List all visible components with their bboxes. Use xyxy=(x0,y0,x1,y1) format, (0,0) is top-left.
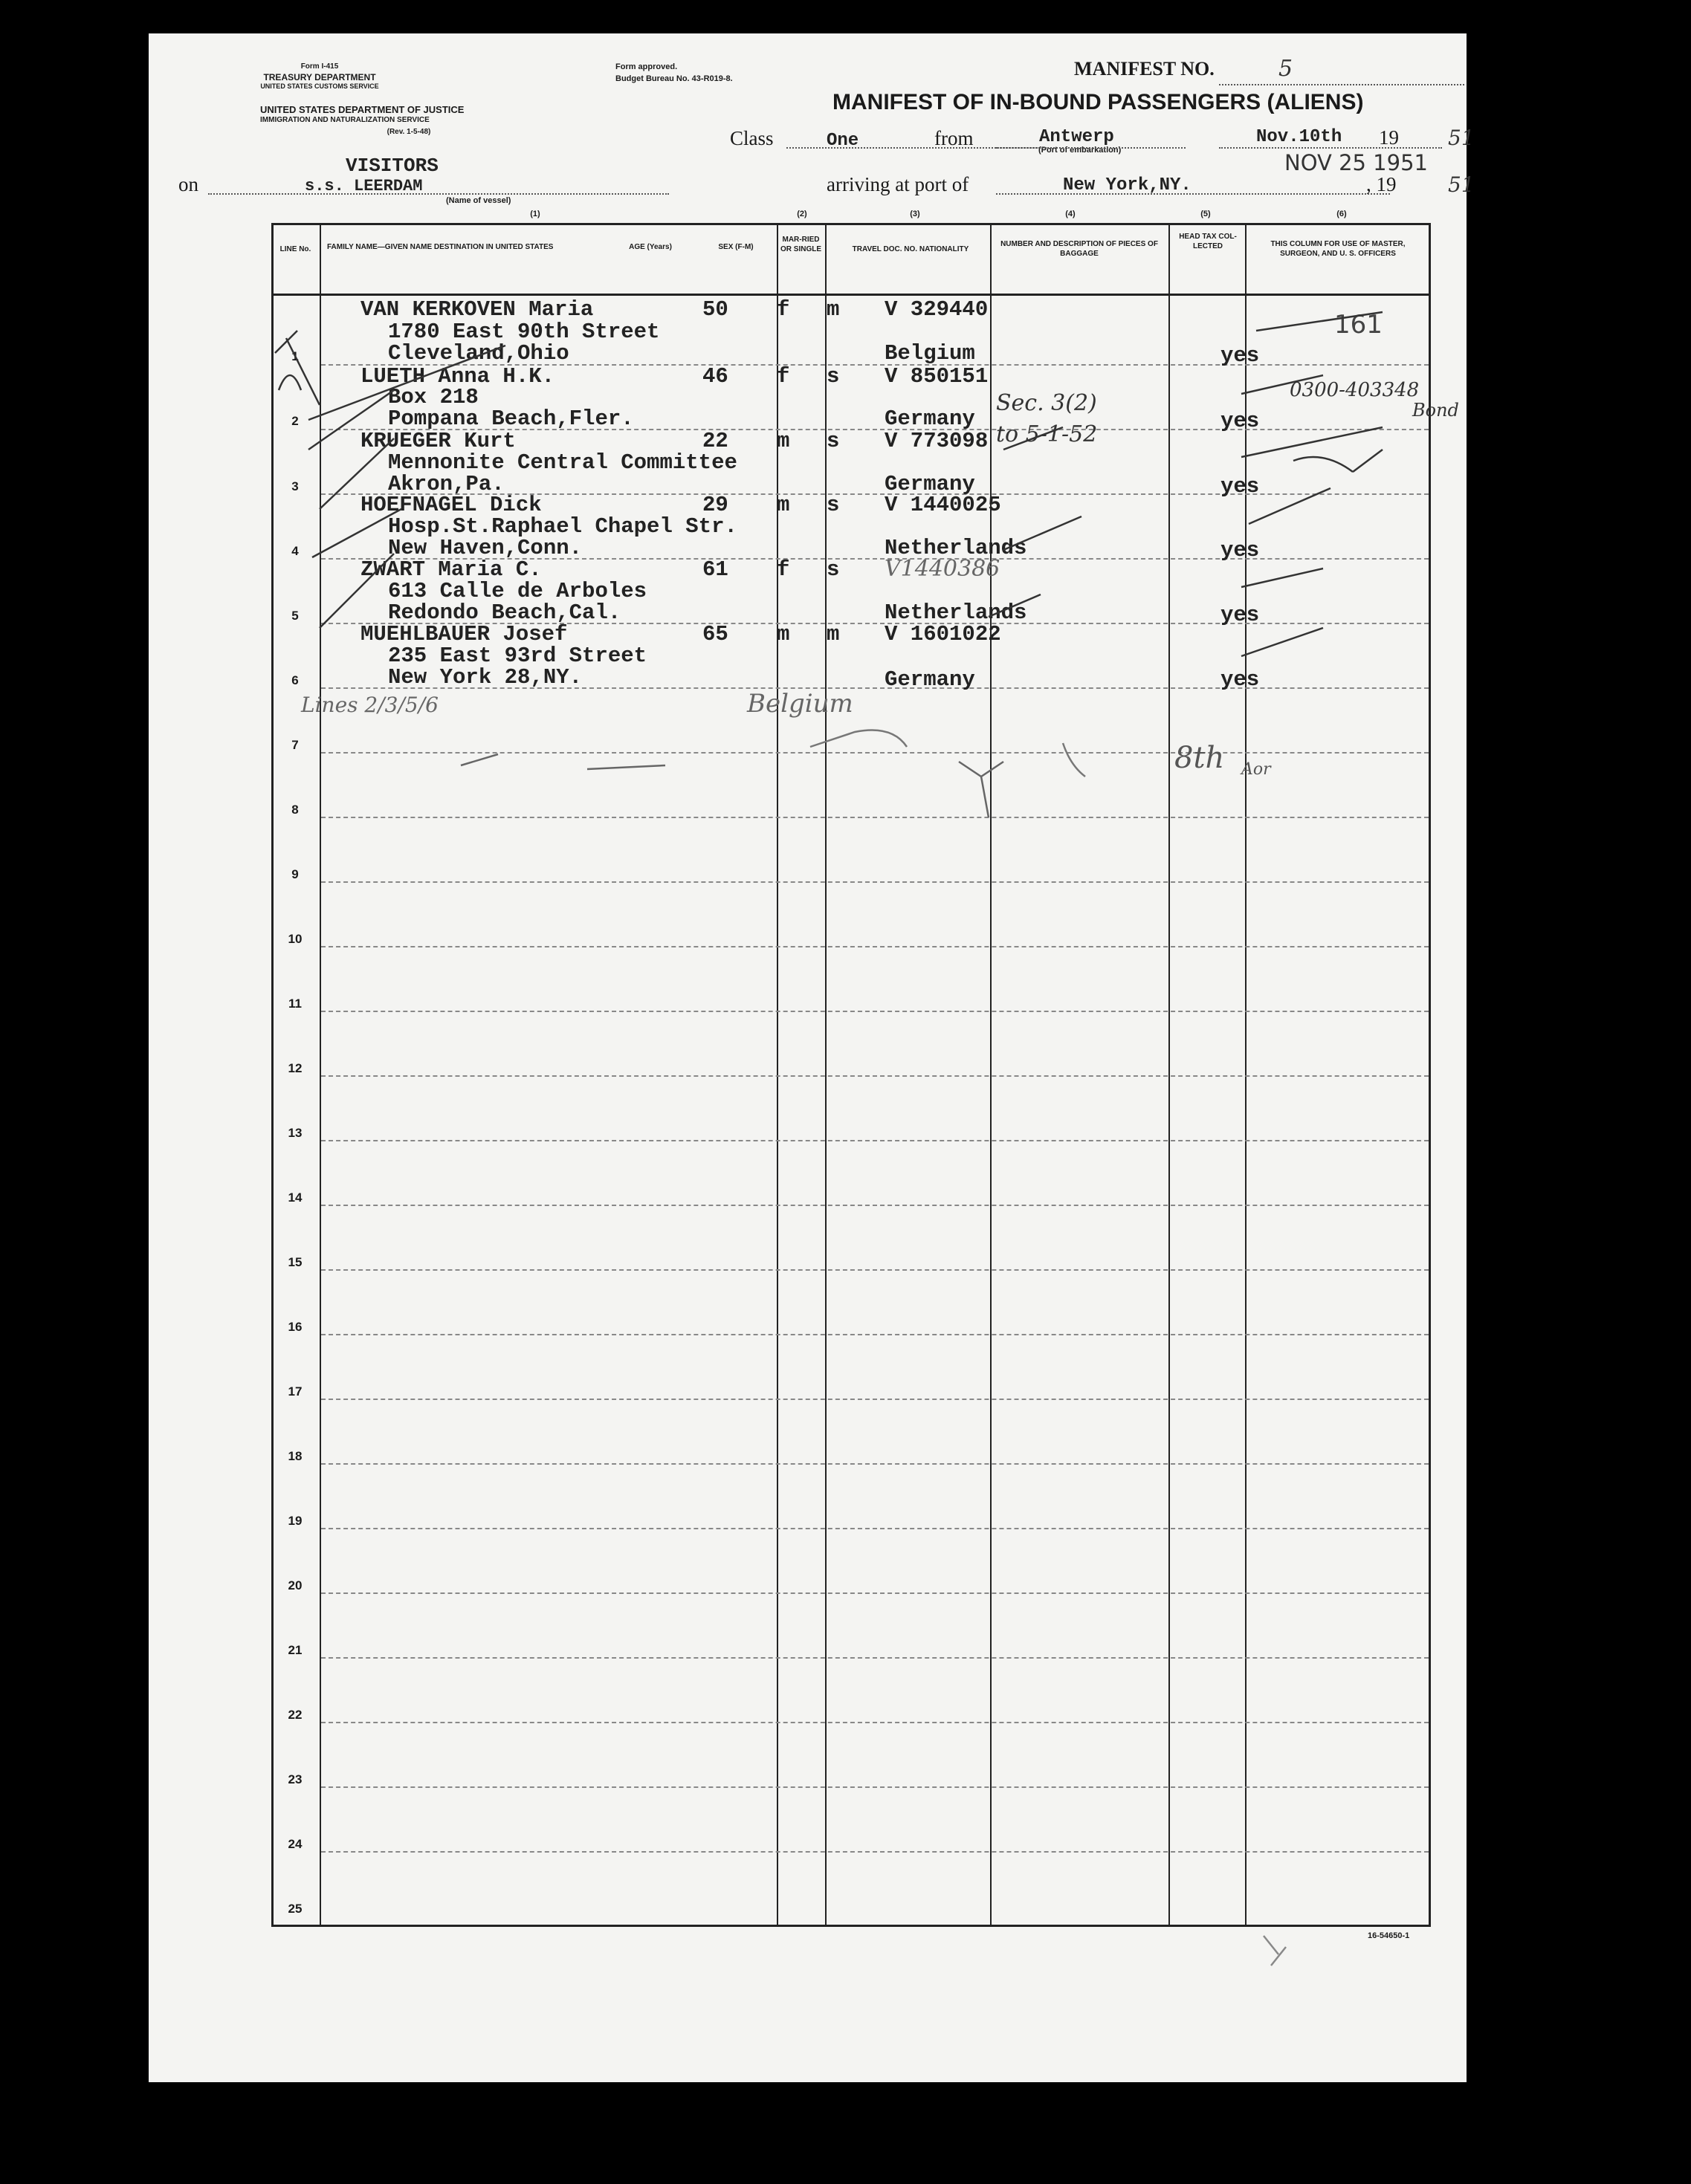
line-number: 8 xyxy=(291,803,299,817)
departure-date: Nov.10th xyxy=(1256,127,1342,147)
passenger-address: 613 Calle de Arboles xyxy=(388,579,647,603)
head-tax: yes xyxy=(1220,603,1260,627)
line-number: 9 xyxy=(291,867,299,881)
passenger-destination: Cleveland,Ohio xyxy=(388,341,569,366)
row-separator xyxy=(321,1592,1429,1594)
header-married: MAR-RIED OR SINGLE xyxy=(780,236,822,253)
travel-doc-no: V 850151 xyxy=(885,364,989,389)
line-number: 14 xyxy=(288,1190,303,1205)
line-number: 20 xyxy=(288,1578,303,1592)
header-baggage: NUMBER AND DESCRIPTION OF PIECES OF BAGGAGE xyxy=(1000,240,1158,258)
line-number: 7 xyxy=(291,738,299,752)
col-number: (5) xyxy=(1200,210,1211,218)
handwritten-marks xyxy=(149,33,1467,2082)
passenger-destination: Akron,Pa. xyxy=(388,472,505,496)
header-name: FAMILY NAME—GIVEN NAME DESTINATION IN UNITED STATES xyxy=(327,243,554,251)
row-separator xyxy=(321,1334,1429,1335)
passenger-sex: f xyxy=(777,297,790,322)
ins-service: IMMIGRATION AND NATURALIZATION SERVICE xyxy=(260,116,430,124)
form-revision: (Rev. 1-5-48) xyxy=(387,128,431,136)
passenger-destination: New Haven,Conn. xyxy=(388,536,583,560)
travel-doc-no: V1440386 xyxy=(885,556,1000,582)
line-number: 19 xyxy=(288,1514,303,1528)
header-officers: THIS COLUMN FOR USE OF MASTER, SURGEON, AND U. S. OFFICERS xyxy=(1270,240,1406,258)
class-label: Class xyxy=(730,127,774,149)
nationality: Germany xyxy=(885,667,975,692)
approval-note: Form approved. xyxy=(615,62,678,71)
line8-note: 8th xyxy=(1174,741,1225,775)
passenger-marital: s xyxy=(827,429,840,453)
row-separator xyxy=(321,1851,1429,1853)
arr-year-prefix: , 19 xyxy=(1366,173,1397,195)
line-number: 10 xyxy=(288,932,303,946)
passenger-name: VAN KERKOVEN Maria xyxy=(360,297,594,322)
row-separator xyxy=(321,1463,1429,1465)
line-number: 21 xyxy=(288,1643,303,1657)
head-tax: yes xyxy=(1220,409,1260,433)
line7-note: Lines 2/3/5/6 xyxy=(301,693,439,717)
travel-doc-no: V 329440 xyxy=(885,297,989,322)
passenger-marital: s xyxy=(827,557,840,582)
nationality: Netherlands xyxy=(885,536,1027,560)
port-note: (Port of embarkation) xyxy=(1038,146,1122,155)
col-number: (2) xyxy=(797,210,807,218)
passenger-sex: m xyxy=(777,429,790,453)
vessel-note: (Name of vessel) xyxy=(446,196,511,205)
line-number: 5 xyxy=(291,609,299,623)
passenger-address: Mennonite Central Committee xyxy=(388,450,737,475)
row-separator xyxy=(321,1657,1429,1659)
row-separator xyxy=(321,752,1429,754)
justice-dept: UNITED STATES DEPARTMENT OF JUSTICE xyxy=(260,104,465,115)
passenger-marital: m xyxy=(827,622,840,647)
row-separator xyxy=(321,1140,1429,1141)
passenger-name: HOEFNAGEL Dick xyxy=(360,493,542,517)
row-separator xyxy=(321,1269,1429,1271)
budget-bureau: Budget Bureau No. 43-R019-8. xyxy=(615,74,733,83)
passenger-address: 235 East 93rd Street xyxy=(388,644,647,668)
baggage-note-date: to 5-1-52 xyxy=(996,421,1098,447)
arrival-port: New York,NY. xyxy=(1063,175,1192,195)
row-separator xyxy=(321,1075,1429,1077)
vessel-name: s.s. LEERDAM xyxy=(305,177,423,195)
row-separator xyxy=(321,817,1429,818)
row-separator xyxy=(321,1786,1429,1788)
passenger-age: 46 xyxy=(702,364,728,389)
line-number: 22 xyxy=(288,1708,303,1722)
customs-service: UNITED STATES CUSTOMS SERVICE xyxy=(260,82,379,90)
line-number: 11 xyxy=(288,997,302,1011)
baggage-note-section: Sec. 3(2) xyxy=(996,390,1097,416)
line-number: 16 xyxy=(288,1320,303,1334)
header-head-tax: HEAD TAX COL-LECTED xyxy=(1179,233,1237,250)
departure-year: 51 xyxy=(1448,126,1475,150)
arrival-year: 51 xyxy=(1448,172,1475,197)
passenger-sex: f xyxy=(777,557,790,582)
passenger-marital: m xyxy=(827,297,840,322)
nationality: Germany xyxy=(885,472,975,496)
officer-note-bond-no: 0300-403348 xyxy=(1290,379,1420,401)
nationality: Germany xyxy=(885,406,975,431)
officer-note-number: 161 xyxy=(1334,310,1383,340)
nationality: Belgium xyxy=(885,341,975,366)
line-number: 2 xyxy=(291,414,299,428)
arrival-date-stamp: NOV 25 1951 xyxy=(1284,150,1428,175)
line-number: 15 xyxy=(288,1255,303,1269)
passenger-destination: Redondo Beach,Cal. xyxy=(388,600,621,625)
passenger-address: 1780 East 90th Street xyxy=(388,320,660,344)
col-number: (3) xyxy=(910,210,920,218)
row-separator xyxy=(321,946,1429,947)
head-tax: yes xyxy=(1220,538,1260,563)
passenger-age: 50 xyxy=(702,297,728,322)
passenger-name: LUETH Anna H.K. xyxy=(360,364,555,389)
line-number: 4 xyxy=(291,544,299,558)
line-number: 24 xyxy=(288,1837,303,1851)
col-number: (4) xyxy=(1065,210,1076,218)
passenger-age: 29 xyxy=(702,493,728,517)
head-tax: yes xyxy=(1220,474,1260,499)
dep-year-prefix: 19 xyxy=(1379,126,1399,149)
head-tax: yes xyxy=(1220,343,1260,368)
nationality: Netherlands xyxy=(885,600,1027,625)
row-separator xyxy=(321,1011,1429,1012)
header-age: AGE (Years) xyxy=(629,243,672,251)
officer-note-bond: Bond xyxy=(1412,400,1459,421)
line-number: 3 xyxy=(291,479,299,493)
passenger-marital: s xyxy=(827,364,840,389)
visitors-label: VISITORS xyxy=(346,155,439,177)
embarkation-port: Antwerp xyxy=(1039,127,1114,147)
col-number: (1) xyxy=(530,210,540,218)
line-number: 23 xyxy=(288,1772,303,1786)
passenger-name: KRUEGER Kurt xyxy=(360,429,516,453)
line-number: 18 xyxy=(288,1449,303,1463)
arriving-label: arriving at port of xyxy=(827,173,969,195)
manifest-page xyxy=(149,33,1475,2082)
travel-doc-no: V 1601022 xyxy=(885,622,1001,647)
col-number: (6) xyxy=(1336,210,1347,218)
line-number: 13 xyxy=(288,1126,303,1140)
head-tax: yes xyxy=(1220,667,1260,692)
passenger-marital: s xyxy=(827,493,840,517)
row-separator xyxy=(321,1399,1429,1400)
line-number: 1 xyxy=(291,349,299,363)
line-number: 6 xyxy=(291,673,299,687)
passenger-age: 65 xyxy=(702,622,728,647)
line-number: 17 xyxy=(288,1384,303,1399)
row-separator xyxy=(321,881,1429,883)
header-line-no: LINE No. xyxy=(279,245,311,253)
treasury-dept: TREASURY DEPARTMENT xyxy=(263,72,376,82)
from-label: from xyxy=(934,127,974,149)
passenger-sex: m xyxy=(777,493,790,517)
class-value: One xyxy=(827,131,859,151)
passenger-name: ZWART Maria C. xyxy=(360,557,542,582)
manifest-no-label: MANIFEST NO. xyxy=(1074,58,1215,80)
passenger-age: 22 xyxy=(702,429,728,453)
travel-doc-no: V 773098 xyxy=(885,429,989,453)
row-separator xyxy=(321,1528,1429,1529)
header-travel-doc: TRAVEL DOC. NO. NATIONALITY xyxy=(852,245,969,253)
page-title: MANIFEST OF IN-BOUND PASSENGERS (ALIENS) xyxy=(832,90,1364,114)
form-id: Form I-415 xyxy=(300,62,339,71)
line-number: 25 xyxy=(288,1902,303,1916)
line-number: 12 xyxy=(288,1061,303,1075)
passenger-destination: Pompana Beach,Fler. xyxy=(388,406,634,431)
row-separator xyxy=(321,1205,1429,1206)
header-sex: SEX (F-M) xyxy=(718,243,754,251)
passenger-sex: m xyxy=(777,622,790,647)
manifest-number: 5 xyxy=(1278,56,1293,82)
passenger-age: 61 xyxy=(702,557,728,582)
passenger-address: Hosp.St.Raphael Chapel Str. xyxy=(388,514,737,539)
travel-doc-no: V 1440025 xyxy=(885,493,1001,517)
passenger-sex: f xyxy=(777,364,790,389)
form-code: 16-54650-1 xyxy=(1368,1931,1410,1940)
row-separator xyxy=(321,1722,1429,1723)
on-label: on xyxy=(178,173,198,195)
line7-country: Belgium xyxy=(747,689,853,719)
line8-note-2: Aor xyxy=(1241,760,1271,779)
passenger-name: MUEHLBAUER Josef xyxy=(360,622,568,647)
passenger-address: Box 218 xyxy=(388,385,479,409)
passenger-destination: New York 28,NY. xyxy=(388,665,583,690)
